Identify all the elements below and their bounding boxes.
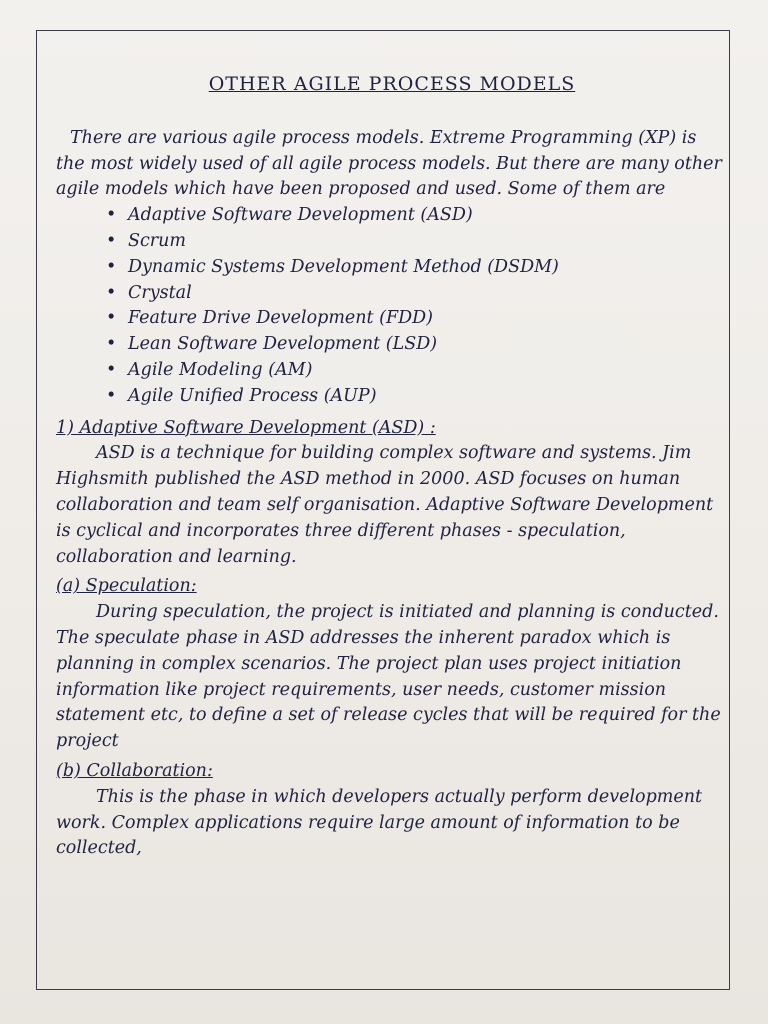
page-content (56, 62, 728, 862)
page-title: OTHER AGILE PROCESS MODELS (208, 73, 576, 95)
intro-paragraph: There are various agile process models. Extreme Programming (XP) is the most widely used of all agile process models. But there are many other agile models which have been proposed and used. Some of them are (56, 127, 722, 200)
list-item: • Crystal (106, 281, 728, 307)
list-item: • Dynamic Systems Development Method (DSDM) (106, 255, 728, 281)
speculation-heading: (a) Speculation: (56, 576, 197, 597)
list-item: • Adaptive Software Development (ASD) (106, 203, 728, 229)
list-item: • Feature Drive Development (FDD) (106, 306, 728, 332)
asd-paragraph: ASD is a technique for building complex software and systems. Jim Highsmith published the ASD method in 2000. ASD focuses on human collaboration and team self organisation. Adaptive Software Development is cyclical and incorporates three different phases - speculation, collaboration and learning. (56, 443, 714, 567)
collaboration-paragraph: This is the phase in which developers actually perform development work. Complex applications require large amount of information to be collected, (56, 786, 703, 859)
asd-heading: 1) Adaptive Software Development (ASD) : (56, 417, 436, 438)
models-list (56, 203, 728, 409)
collaboration-heading: (b) Collaboration: (56, 760, 213, 781)
list-item: • Agile Modeling (AM) (106, 358, 728, 384)
list-item: • Lean Software Development (LSD) (106, 332, 728, 358)
speculation-paragraph: During speculation, the project is initiated and planning is conducted. The speculate phase in ASD addresses the inherent paradox which is planning in complex scenarios. The project plan uses project initiation information like project requirements, user needs, customer mission statement etc, to define a set of release cycles that will be required for the project (56, 602, 721, 752)
list-item: • Scrum (106, 229, 728, 255)
list-item: • Agile Unified Process (AUP) (106, 384, 728, 410)
